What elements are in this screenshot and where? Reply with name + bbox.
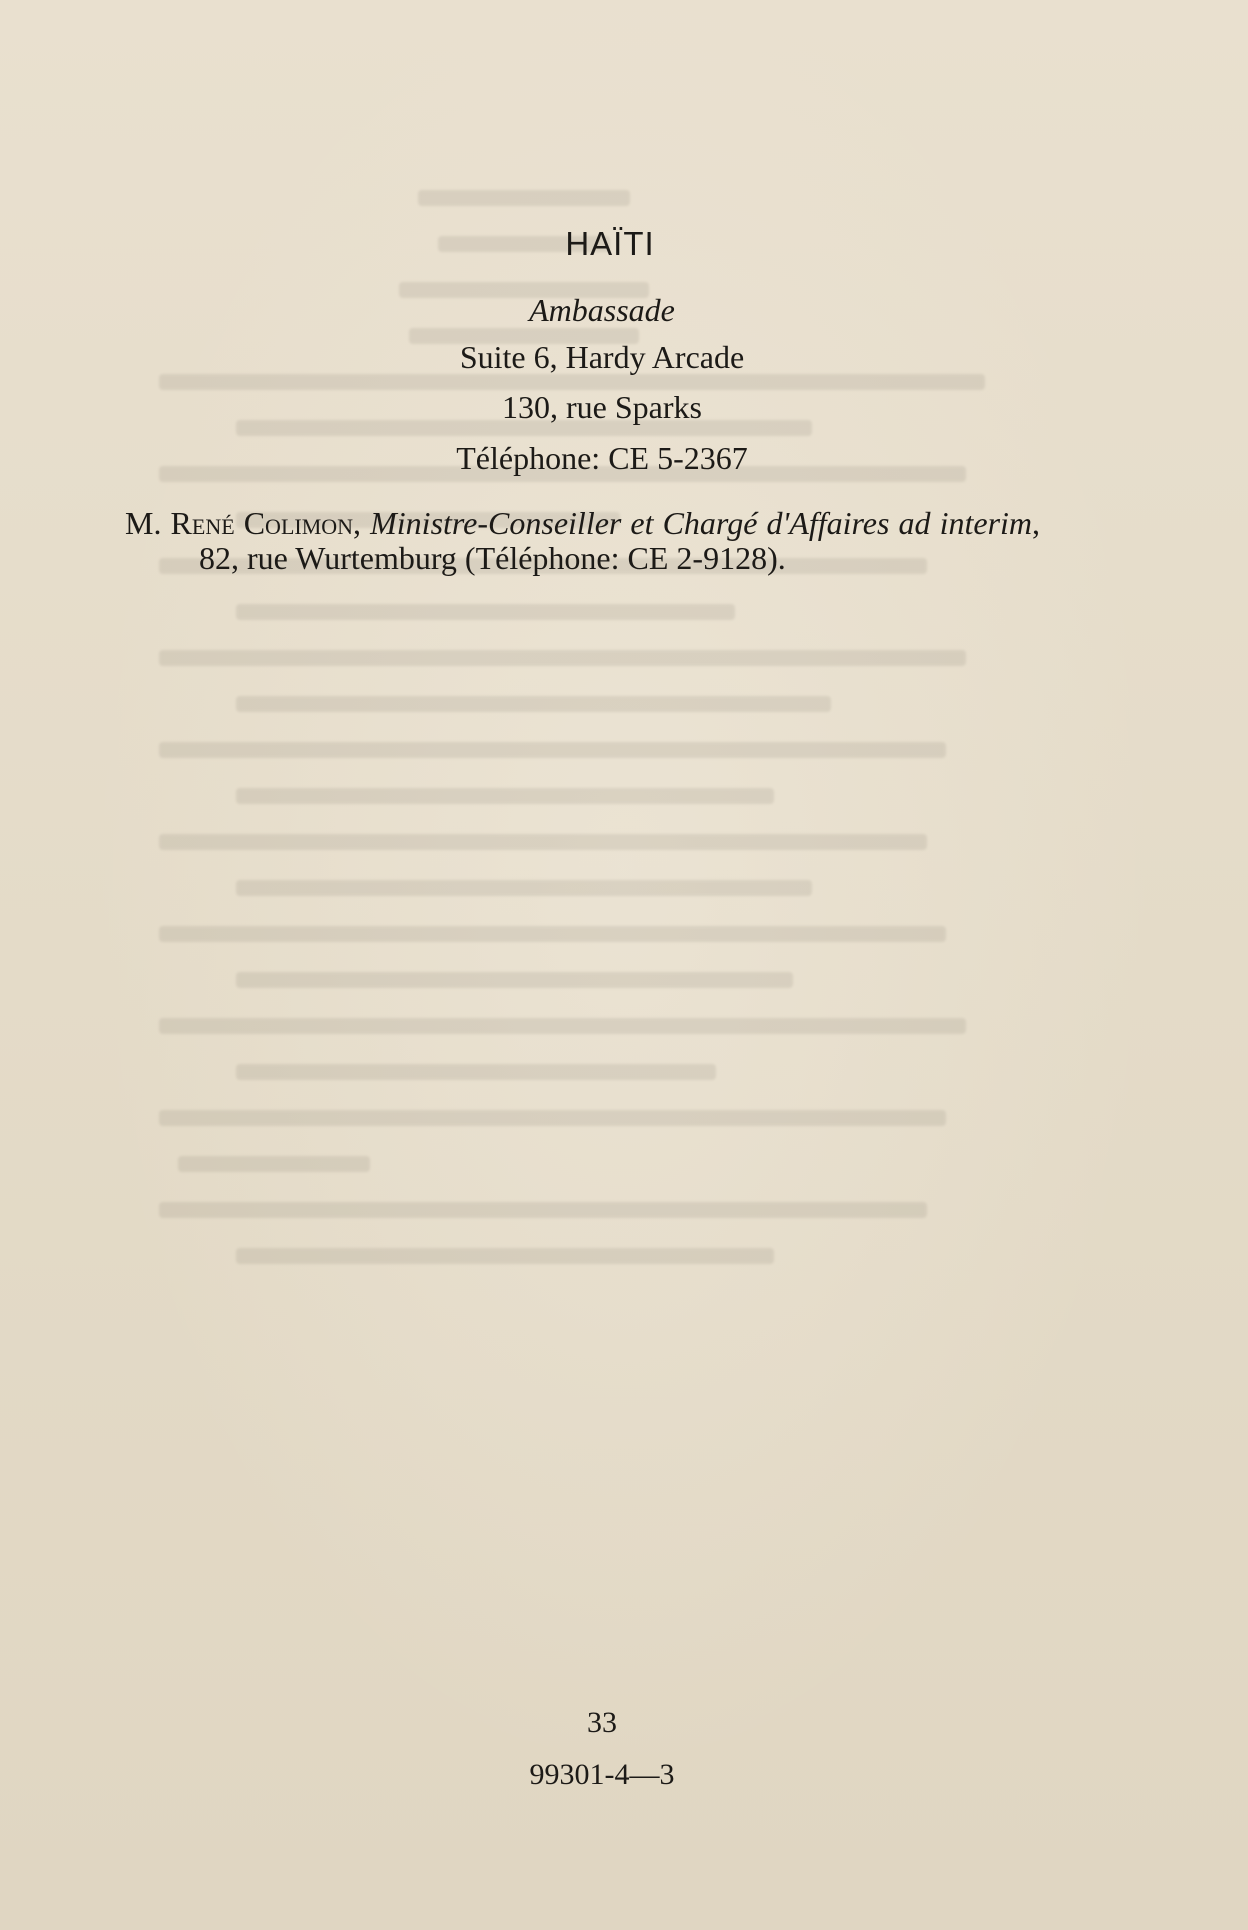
country-heading: HAÏTI: [565, 225, 655, 262]
diplomat-title: Ministre-Conseiller et Chargé d'Affaires ad interim: [370, 505, 1033, 541]
show-through-text: [140, 190, 1100, 1450]
diplomat-entry: M. René Colimon, Ministre-Conseiller et Chargé d'Affaires ad interim, 82, rue Wurtemburg (Téléphone: CE 2-9128).: [125, 505, 1041, 576]
entry-prefix: M.: [125, 505, 162, 541]
diplomat-name: René Colimon: [170, 505, 354, 541]
print-code: 99301-4—3: [529, 1758, 675, 1791]
address-line-1: Suite 6, Hardy Arcade: [459, 339, 745, 375]
address-line-2: 130, rue Sparks: [502, 389, 702, 425]
diplomat-address: , 82, rue Wurtemburg (Téléphone: CE 2-9128).: [199, 505, 1041, 576]
embassy-telephone: Téléphone: CE 5-2367: [456, 440, 748, 476]
page-number: 33: [587, 1706, 617, 1739]
department-heading: Ambassade: [529, 292, 675, 328]
